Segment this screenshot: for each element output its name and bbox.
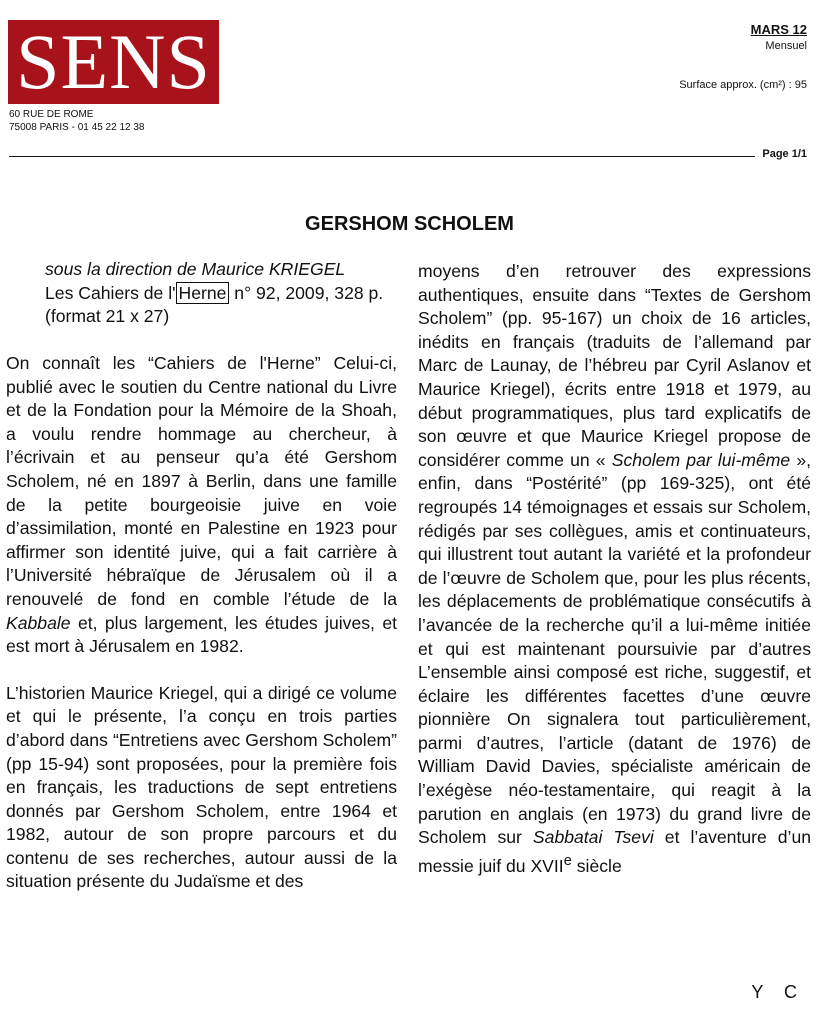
publisher-address — [9, 108, 144, 134]
frequency: Mensuel — [765, 40, 807, 52]
page-number: Page 1/1 — [762, 148, 807, 160]
right-sup: e — [563, 852, 572, 869]
address-line-2: 75008 PARIS - 01 45 22 12 38 — [9, 122, 145, 133]
left-p1-italic: Kabbale — [6, 612, 71, 633]
right-italic-2: Sabbatai Tsevi — [532, 827, 654, 848]
book-ref-pre: Les Cahiers de l' — [45, 282, 176, 303]
right-text-d: siècle — [571, 855, 622, 876]
left-p1-text: On connaît les “Cahiers de l'Herne” Celui-ci, publié avec le soutien du Centre national du Livre et de la Fondation pour la Mémoire de la Shoah, a voulu rendre hommage au chercheur, à l’écrivain et au penseur qu’a été Gershom Scholem, né en 1897 à Berlin, dans une famille de la petite bourgeoisie juive en voie d’assimilation, monté en Palestine en 1923 pour affirmer son identité juive, qui a fait carrière à l’Université hébraïque de Jérusalem où il a renouvelé de fond en comble l’étude de la — [6, 353, 397, 609]
book-ref-boxed: Herne — [176, 282, 230, 304]
right-text-b: », enfin, dans “Postérité” (pp 169-325), ont été regroupés 14 témoignages et essais sur Scholem, rédigés par ses collègues, amis et continuateurs, qui illustrent tout autant la variété et la profondeur de l’œuvre de Scholem que, pour les plus récents, les déplacements de problématique consécutifs à l’avancée de la recherche qu’il a lui-même initiée et qui est maintenant poursuivie par d’autres L’ensemble ainsi composé est riche, suggestif, et éclaire les différentes facettes d’une œuvre pionnière On signalera tout particulièrement, parmi d’autres, l’article (datant de 1976) de William David Davies, spécialiste américain de l’exégèse néo-testamentaire, qui reagit à la parution en anglais (en 1973) du grand livre de Scholem sur — [418, 449, 812, 848]
surface-area: Surface approx. (cm²) : 95 — [679, 79, 807, 91]
right-text-c: et l’aventure d’un messie juif du XVII — [418, 827, 812, 876]
left-paragraph-2: L’historien Maurice Kriegel, qui a dirigé ce volume et qui le présente, l’a conçu en trois parties d’abord dans “Entretiens avec Gershom Scholem” (pp 15-94) sont proposées, pour la première fois en français, les traductions de sept entretiens donnés par Gershom Scholem, entre 1964 et 1982, autour de son propre parcours et du contenu de ses recherches, autour aussi de la situation présente du Judaïsme et des — [6, 682, 397, 892]
right-column — [418, 260, 811, 878]
address-line-1: 60 RUE DE ROME — [9, 109, 94, 120]
book-reference — [45, 282, 397, 329]
left-p1-end: et, plus largement, les études juives, et est mort à Jérusalem en 1982. — [6, 612, 397, 657]
book-credits — [45, 258, 397, 329]
left-paragraph-1 — [6, 352, 397, 659]
article-title: GERSHOM SCHOLEM — [305, 213, 514, 235]
issue-date: MARS 12 — [750, 22, 807, 37]
left-column — [6, 352, 397, 894]
right-text-a: moyens d’en retrouver des expressions authentiques, ensuite dans “Textes de Gershom Scholem” (pp. 95-167) un choix de 16 articles, inédits en français (traduits de l’allemand par Marc de Launay, de l’hébreu par Cyril Aslanov et Maurice Kriegel), écrits entre 1918 et 1979, au début programmatiques, plus tard explicatifs de son œuvre et que Maurice Kriegel propose de considérer comme un « — [418, 261, 811, 470]
publication-logo: SENS — [8, 20, 219, 104]
author-initials: Y C — [751, 982, 805, 1002]
book-ref-post: n° 92, 2009, 328 p. (format 21 x 27) — [45, 282, 384, 327]
right-italic-1: Scholem par lui-même — [605, 449, 797, 470]
header-divider — [9, 156, 755, 157]
book-director: sous la direction de Maurice KRIEGEL — [45, 259, 346, 279]
right-paragraph — [418, 260, 811, 878]
